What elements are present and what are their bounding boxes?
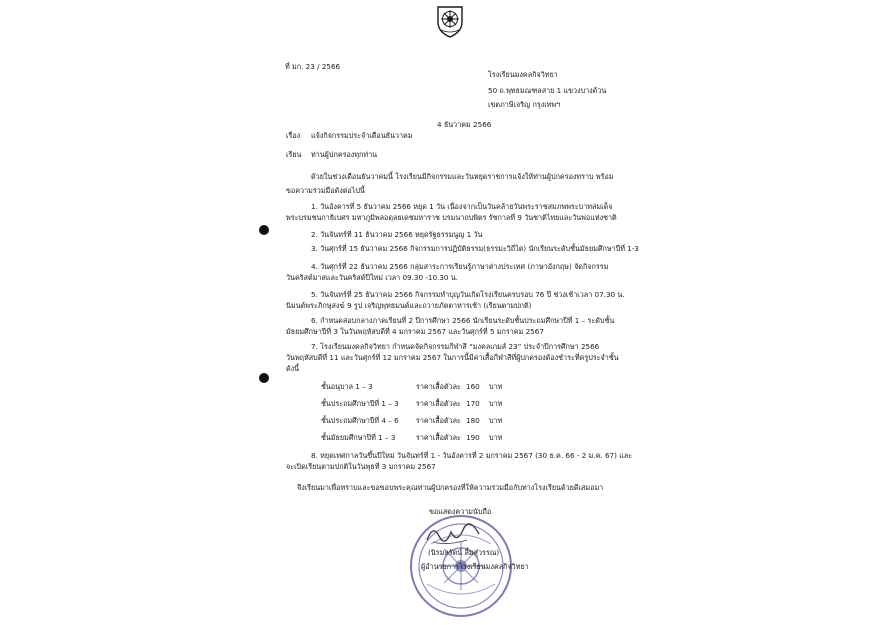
- punch-hole-mark: [259, 373, 269, 383]
- price-level: ชั้นอนุบาล 1 – 3: [321, 382, 373, 391]
- regards-text: ขอแสดงความนับถือ: [429, 507, 492, 516]
- item-1-line-1: 1. วันอังคารที่ 5 ธันวาคม 2566 หยุด 1 วัน เนื่องจากเป็นวันคล้ายวันพระราชสมภพพระบาทสมเด็จ: [311, 202, 613, 211]
- address-line-2: เขตภาษีเจริญ กรุงเทพฯ: [488, 100, 561, 109]
- price-amount: 190: [466, 433, 480, 442]
- recipient-label: เรียน: [286, 150, 302, 159]
- address-line-1: 50 ถ.พุทธมณฑลสาย 1 แขวงบางด้วน: [488, 86, 607, 95]
- punch-hole-mark: [259, 225, 269, 235]
- item-7-line-3: ดังนี้: [286, 364, 300, 373]
- price-amount: 160: [466, 382, 480, 391]
- price-unit: บาท: [489, 399, 503, 408]
- closing-paragraph: จึงเรียนมาเพื่อทราบและขอขอบพระคุณท่านผู้ปกครองที่ให้ความร่วมมือกับทางโรงเรียนด้วยดีเสมอมา: [297, 483, 604, 492]
- price-label: ราคาเสื้อตัวละ: [416, 382, 461, 391]
- item-7-line-1: 7. โรงเรียนมงคลกิจวิทยา กำหนดจัดกิจกรรมกีฬาสี “มงคลเกมส์ 23” ประจำปีการศึกษา 2566: [311, 342, 600, 351]
- price-label: ราคาเสื้อตัวละ: [416, 399, 461, 408]
- item-7-line-2: วันพฤหัสบดีที่ 11 และวันศุกร์ที่ 12 มกราคม 2567 ในการนี้มีค่าเสื้อกีฬาสีที่ผู้ปกครองต้องชำระที่ครูประจำชั้น: [286, 353, 619, 362]
- letter-page: [225, 0, 655, 625]
- price-amount: 170: [466, 399, 480, 408]
- signer-title: ผู้อำนวยการโรงเรียนมงคลกิจวิทยา: [421, 562, 529, 571]
- item-4-line-2: วันคริสต์มาสและวันคริสต์ปีใหม่ เวลา 09.30 -10.30 น.: [286, 273, 458, 282]
- item-4-line-1: 4. วันศุกร์ที่ 22 ธันวาคม 2566 กลุ่มสาระการเรียนรู้ภาษาต่างประเทศ (ภาษาอังกฤษ) จัดกิจกรรม: [311, 262, 609, 271]
- item-5-line-1: 5. วันจันทร์ที่ 25 ธันวาคม 2566 กิจกรรมทำบุญวันเกิดโรงเรียนครบรอบ 76 ปี ช่วงเช้าเวลา 07.30 น.: [311, 290, 625, 299]
- recipient-text: ท่านผู้ปกครองทุกท่าน: [311, 150, 378, 159]
- price-level: ชั้นประถมศึกษาปีที่ 4 – 6: [321, 416, 399, 425]
- item-2-line-1: 2. วันจันทร์ที่ 11 ธันวาคม 2566 หยุดรัฐธรรมนูญ 1 วัน: [311, 230, 483, 239]
- subject-text: แจ้งกิจกรรมประจำเดือนธันวาคม: [311, 131, 413, 140]
- intro-line-1: ด้วยในช่วงเดือนธันวาคมนี้ โรงเรียนมีกิจกรรมและวันหยุดราชการแจ้งให้ท่านผู้ปกครองทราบ พร้อม: [311, 172, 614, 181]
- item-5-line-2: นิมนต์พระภิกษุสงฆ์ 9 รูป เจริญพุทธมนต์และถวายภัตตาหารเช้า (เรียนตามปกติ): [286, 301, 532, 310]
- price-unit: บาท: [489, 382, 503, 391]
- item-6-line-1: 6. กำหนดสอบกลางภาคเรียนที่ 2 ปีการศึกษา 2566 นักเรียนระดับชั้นประถมศึกษาปีที่ 1 – ระดับชั้น: [311, 316, 615, 325]
- price-amount: 180: [466, 416, 480, 425]
- item-3-line-1: 3. วันศุกร์ที่ 15 ธันวาคม 2566 กิจกรรมการปฏิบัติธรรม(ธรรมะวิถีไต) นักเรียนระดับชั้นมัธยมศึกษาปีที่ 1-3: [311, 244, 639, 253]
- letter-date: 4 ธันวาคม 2566: [437, 120, 492, 129]
- item-8-line-1: 8. หยุดเทศกาลวันขึ้นปีใหม่ วันจันทร์ที่ 1 - วันอังคารที่ 2 มกราคม 2567 (30 ธ.ค. 66 - 2 ม.ค. 67) และ: [311, 451, 633, 460]
- school-crest-icon: [435, 4, 465, 38]
- school-name: โรงเรียนมงคลกิจวิทยา: [488, 70, 558, 79]
- price-unit: บาท: [489, 433, 503, 442]
- handwritten-signature: [423, 522, 483, 548]
- item-6-line-2: มัธยมศึกษาปีที่ 3 ในวันพฤหัสบดีที่ 4 มกราคม 2567 และวันศุกร์ที่ 5 มกราคม 2567: [286, 327, 544, 336]
- reference-number: ที่ มก. 23 / 2566: [285, 62, 341, 71]
- price-label: ราคาเสื้อตัวละ: [416, 433, 461, 442]
- price-unit: บาท: [489, 416, 503, 425]
- price-label: ราคาเสื้อตัวละ: [416, 416, 461, 425]
- intro-line-2: ขอความร่วมมือดังต่อไปนี้: [286, 186, 365, 195]
- item-1-line-2: พระบรมชนกาธิเบศร มหาภูมิพลอดุลยเดชมหาราช บรมนาถบพิตร รัชกาลที่ 9 วันชาติไทยและวันพ่อแห่งชาติ: [286, 213, 617, 222]
- signer-name: (นิรมลรัตน์ ลิ้มสุวรรณ): [428, 548, 500, 557]
- subject-label: เรื่อง: [286, 131, 301, 140]
- item-8-line-2: จะเปิดเรียนตามปกติในวันพุธที่ 3 มกราคม 2567: [286, 462, 436, 471]
- price-level: ชั้นมัธยมศึกษาปีที่ 1 – 3: [321, 433, 396, 442]
- price-level: ชั้นประถมศึกษาปีที่ 1 – 3: [321, 399, 399, 408]
